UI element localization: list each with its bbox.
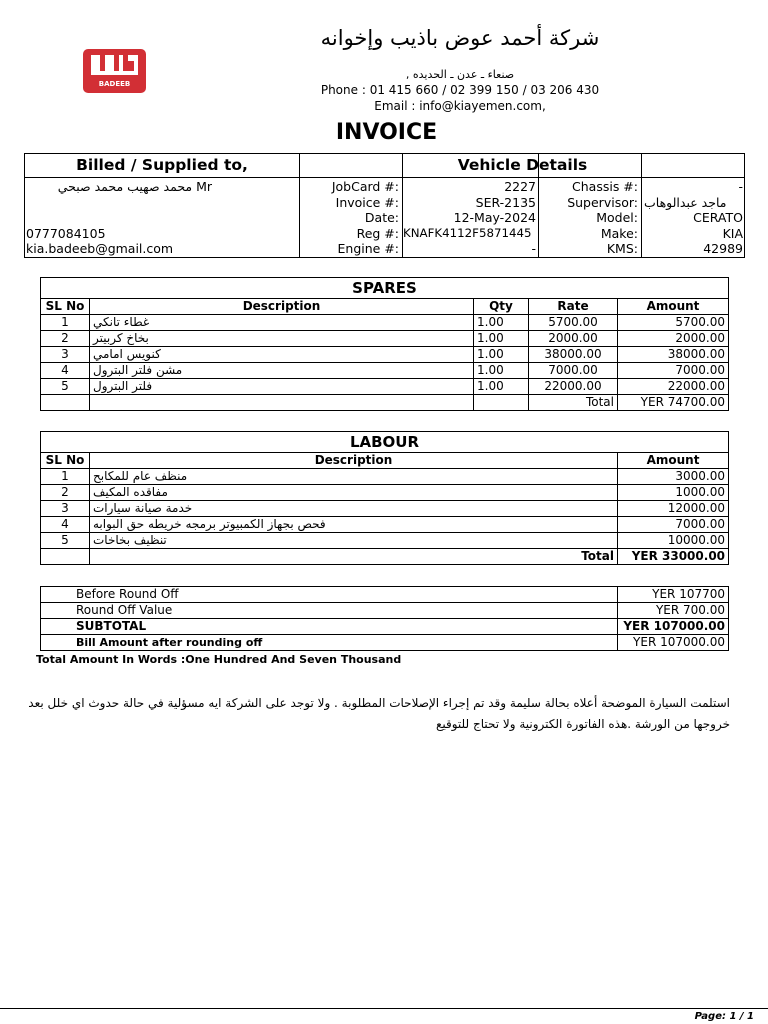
company-email: Email : info@kiayemen.com,: [374, 99, 546, 113]
table-row: [41, 469, 729, 485]
summary-row: [41, 603, 729, 619]
description-cell: فلتر البترول: [90, 379, 474, 395]
table-row: [41, 363, 729, 379]
amount-cell: 12000.00: [618, 501, 729, 517]
jobcard-label: JobCard #:: [331, 179, 399, 194]
spares-table: [40, 277, 729, 411]
subtotal-value: YER 107000.00: [618, 619, 729, 635]
supervisor-value: ماجد عبدالوهاب: [644, 195, 727, 210]
amount-cell: 7000.00: [618, 363, 729, 379]
divider: [25, 177, 744, 178]
customer-phone: 0777084105: [26, 226, 106, 241]
amount-cell: 3000.00: [618, 469, 729, 485]
amount-cell: 7000.00: [618, 517, 729, 533]
terms-notice: استلمت السيارة الموضحة أعلاه بحالة سليمة وقد تم إجراء الإصلاحات المطلوبة . ولا توجد على الشركة ايه مسؤلية في حالة حدوث اي خلل بعد خروجها من الورشة .هذه الفاتورة الكترونية ولا تحتاج للتوقيع: [28, 696, 730, 731]
before-round-off-value: YER 107700: [618, 587, 729, 603]
spares-total-row: [41, 395, 729, 411]
bill-amount-value: YER 107000.00: [618, 635, 729, 651]
summary-row: [41, 635, 729, 651]
table-row: [41, 347, 729, 363]
description-cell: بخاخ كربيتر: [90, 331, 474, 347]
column-header-sl: SL No: [41, 299, 90, 315]
labour-total-value: YER 33000.00: [618, 549, 729, 565]
table-row: [41, 331, 729, 347]
reg-value: KNAFK4112F5871445: [403, 226, 532, 240]
description-cell: منظف عام للمكابح: [90, 469, 618, 485]
qty-cell: 1.00: [474, 315, 529, 331]
rate-cell: 38000.00: [529, 347, 618, 363]
sl-cell: 2: [41, 331, 90, 347]
supervisor-label: Supervisor:: [567, 195, 638, 210]
bill-amount-label: Bill Amount after rounding off: [41, 635, 618, 651]
table-row: [41, 501, 729, 517]
summary-row: [41, 587, 729, 603]
empty-cell: [90, 395, 474, 411]
description-cell: غطاء تانكي: [90, 315, 474, 331]
round-off-label: Round Off Value: [41, 603, 618, 619]
make-value: KIA: [722, 226, 743, 241]
table-row: [41, 315, 729, 331]
sl-cell: 5: [41, 533, 90, 549]
column-header-amount: Amount: [618, 299, 729, 315]
amount-cell: 22000.00: [618, 379, 729, 395]
spares-total-value: YER 74700.00: [618, 395, 729, 411]
sl-cell: 3: [41, 501, 90, 517]
chassis-value: -: [738, 179, 743, 194]
column-header-amount: Amount: [618, 453, 729, 469]
customer-email: kia.badeeb@gmail.com: [26, 241, 174, 256]
column-header-rate: Rate: [529, 299, 618, 315]
sl-cell: 2: [41, 485, 90, 501]
summary-table: [40, 586, 729, 651]
column-header-description: Description: [90, 299, 474, 315]
qty-cell: 1.00: [474, 331, 529, 347]
company-name: شركة أحمد عوض باذيب وإخوانه: [320, 26, 600, 50]
invoice-title: INVOICE: [335, 120, 438, 145]
amount-cell: 10000.00: [618, 533, 729, 549]
description-cell: خدمة صيانة سيارات: [90, 501, 618, 517]
labour-total-row: [41, 549, 729, 565]
date-label: Date:: [364, 210, 399, 225]
empty-cell: [474, 395, 529, 411]
invoice-number-value: SER-2135: [475, 195, 536, 210]
page-number: Page: 1 / 1: [694, 1011, 754, 1022]
before-round-off-label: Before Round Off: [41, 587, 618, 603]
amount-cell: 38000.00: [618, 347, 729, 363]
description-cell: مشن فلتر البترول: [90, 363, 474, 379]
table-row: [41, 485, 729, 501]
date-value: 12-May-2024: [453, 210, 536, 225]
qty-cell: 1.00: [474, 347, 529, 363]
sl-cell: 3: [41, 347, 90, 363]
spares-title: SPARES: [41, 278, 729, 299]
model-value: CERATO: [693, 210, 743, 225]
rate-cell: 22000.00: [529, 379, 618, 395]
footer-divider: [0, 1008, 768, 1009]
summary-row: [41, 619, 729, 635]
table-row: [41, 379, 729, 395]
column-header-description: Description: [90, 453, 618, 469]
amount-cell: 2000.00: [618, 331, 729, 347]
rate-cell: 5700.00: [529, 315, 618, 331]
description-cell: مفاقده المكيف: [90, 485, 618, 501]
engine-label: Engine #:: [337, 241, 399, 256]
description-cell: فحص بجهاز الكمبيوتر برمجه خريطه حق البوابه: [90, 517, 618, 533]
company-logo: [83, 49, 146, 93]
kms-label: KMS:: [606, 241, 638, 256]
engine-value: -: [531, 241, 536, 256]
amount-cell: 1000.00: [618, 485, 729, 501]
make-label: Make:: [600, 226, 638, 241]
svg-text:BADEEB: BADEEB: [98, 80, 131, 88]
description-cell: تنظيف بخاخات: [90, 533, 618, 549]
round-off-value: YER 700.00: [618, 603, 729, 619]
kms-value: 42989: [703, 241, 743, 256]
company-phone: Phone : 01 415 660 / 02 399 150 / 03 206 430: [320, 83, 600, 97]
description-cell: كنويس امامي: [90, 347, 474, 363]
empty-cell: [41, 549, 90, 565]
empty-cell: [41, 395, 90, 411]
column-header-sl: SL No: [41, 453, 90, 469]
table-row: [41, 533, 729, 549]
table-row: [41, 517, 729, 533]
billed-heading: Billed / Supplied to,: [76, 156, 248, 174]
invoice-number-label: Invoice #:: [335, 195, 399, 210]
chassis-label: Chassis #:: [572, 179, 638, 194]
vehicle-heading: Vehicle Details: [457, 156, 588, 174]
subtotal-label: SUBTOTAL: [41, 619, 618, 635]
spares-total-label: Total: [529, 395, 618, 411]
model-label: Model:: [596, 210, 638, 225]
sl-cell: 4: [41, 363, 90, 379]
sl-cell: 4: [41, 517, 90, 533]
column-header-qty: Qty: [474, 299, 529, 315]
jobcard-value: 2227: [504, 179, 536, 194]
rate-cell: 2000.00: [529, 331, 618, 347]
reg-label: Reg #:: [356, 226, 399, 241]
amount-in-words: Total Amount In Words :One Hundred And Seven Thousand: [36, 653, 402, 666]
sl-cell: 1: [41, 469, 90, 485]
qty-cell: 1.00: [474, 379, 529, 395]
rate-cell: 7000.00: [529, 363, 618, 379]
sl-cell: 5: [41, 379, 90, 395]
labour-table: [40, 431, 729, 565]
sl-cell: 1: [41, 315, 90, 331]
labour-total-label: Total: [90, 549, 618, 565]
customer-name: Mr محمد صهيب محمد صبحي: [57, 179, 212, 194]
amount-cell: 5700.00: [618, 315, 729, 331]
qty-cell: 1.00: [474, 363, 529, 379]
billing-vehicle-box: [24, 153, 745, 258]
company-address: صنعاء ـ عدن ـ الحديده ,: [405, 68, 515, 81]
labour-title: LABOUR: [41, 432, 729, 453]
